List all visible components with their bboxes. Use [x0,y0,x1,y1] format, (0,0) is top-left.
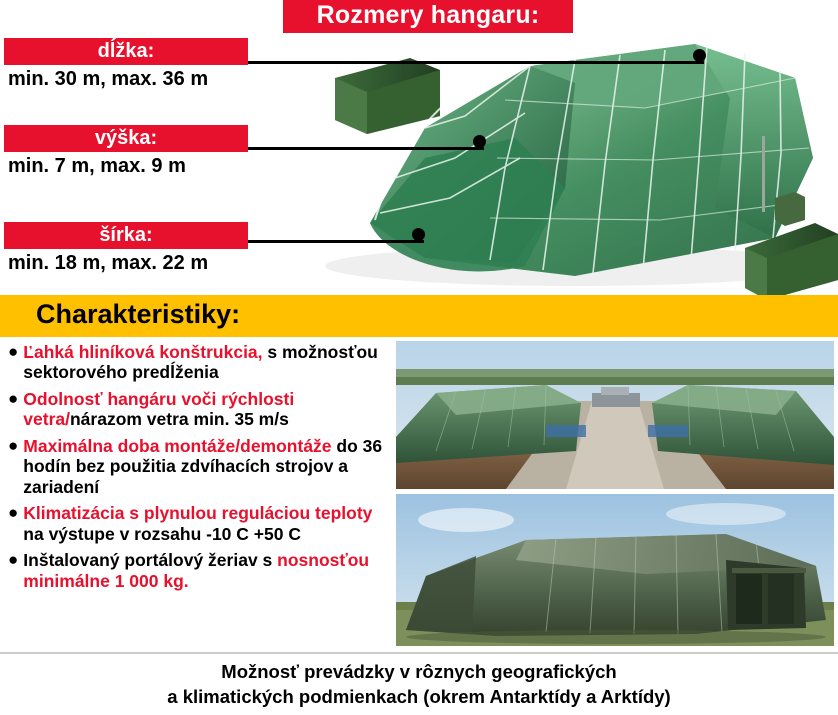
bullet-dot-icon: ● [8,342,19,361]
list-item-text [23,389,390,430]
text-run: na výstupe v rozsahu -10 C +50 C [23,523,301,544]
list-item-text [23,342,390,383]
callout-width-value: min. 18 m, max. 22 m [8,252,209,274]
callout-length-caption: dĺžka: [4,38,248,65]
photo-hangar-interior-row [396,341,834,489]
characteristics-list [8,342,390,597]
text-run: s možnosťou sektorového predĺženia [23,342,378,383]
leader-line-width [244,240,424,243]
list-item-text [23,503,390,544]
text-run: Ľahká hliníková konštrukcia, [23,342,263,362]
text-run: Odolnosť hangáru voči rýchlosti vetra/ [23,388,295,430]
bullet-dot-icon: ● [8,388,19,408]
list-item [8,389,390,430]
list-item-text [23,550,390,591]
leader-line-height [244,147,484,150]
list-item [8,436,390,497]
text-run: nárazom vetra min. 35 m/s [69,409,289,430]
leader-dot-length [693,49,706,62]
hangar-3d-diagram [275,8,838,295]
text-run: do 36 hodín bez použitia zdvíhacích strojov a zariadení [23,435,383,497]
callout-width [4,222,248,275]
dimensions-section [0,0,838,295]
bullet-dot-icon: ● [8,550,19,570]
callout-height [4,125,248,178]
callout-width-caption: šírka: [4,222,248,249]
leader-dot-width [412,228,425,241]
text-run: Maximálna doba montáže/demontáže [23,435,332,456]
bullet-dot-icon: ● [8,435,19,455]
callout-height-value: min. 7 m, max. 9 m [8,155,186,177]
callout-length [4,38,248,91]
list-item [8,342,390,383]
page-title: Rozmery hangaru: [283,0,573,33]
list-item-text [23,436,390,497]
footer-line-1: Možnosť prevádzky v rôznych geografických [221,661,617,682]
leader-dot-height [473,135,486,148]
callout-height-caption: výška: [4,125,248,152]
characteristics-header [0,295,838,337]
text-run: Klimatizácia s plynulou reguláciou teploty [23,503,373,524]
text-run: Inštalovaný portálový žeriav s [23,550,278,571]
leader-line-length [244,61,704,64]
photo-hangar-exterior [396,494,834,646]
list-item [8,550,390,591]
characteristics-title: Charakteristiky: [36,299,241,329]
characteristics-section [0,337,838,652]
footer-line-2: a klimatických podmienkach (okrem Antarktídy a Arktídy) [167,685,671,707]
footer-note [0,652,838,715]
text-run: nosnosťou minimálne 1 000 kg. [23,550,370,591]
bullet-dot-icon: ● [8,503,19,523]
callout-length-value: min. 30 m, max. 36 m [8,68,209,90]
list-item [8,503,390,544]
